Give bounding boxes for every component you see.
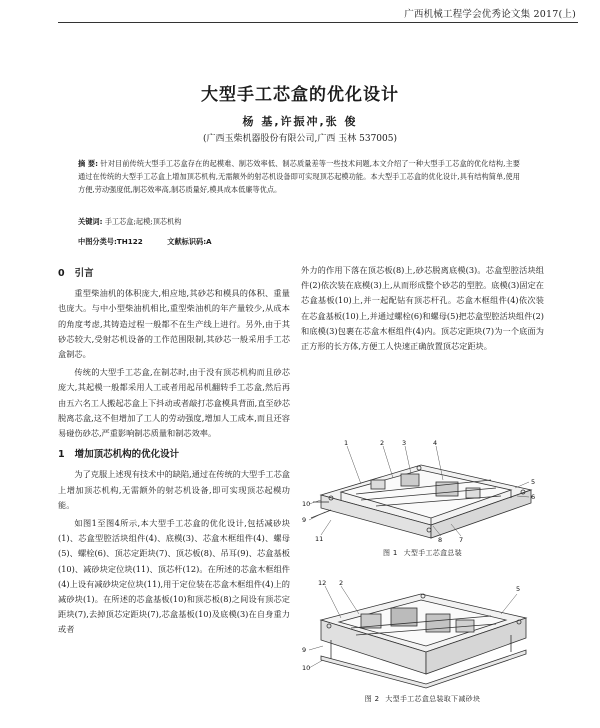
figure-1-callout: 7 xyxy=(459,536,464,542)
paper-title: 大型手工芯盒的优化设计 xyxy=(201,85,399,105)
figure-1-callout: 5 xyxy=(531,478,536,486)
header-rule xyxy=(58,22,578,23)
right-column xyxy=(301,263,544,357)
figure-2 xyxy=(301,580,544,704)
figure-2-callout: 10 xyxy=(302,664,311,672)
figure-1-callout: 9 xyxy=(302,516,307,524)
figure-2-caption xyxy=(301,694,544,704)
figure-2-drawing xyxy=(301,580,544,690)
paragraph: 如图1至图4所示,本大型手工芯盒的优化设计,包括减砂块(1)、芯盒型腔活块组件(4)、底模(3)、芯盒木框组件(4)、螺母(5)、螺栓(6)、顶芯定距块(7)、顶芯板(8)、吊耳(9)、芯盒基板(10)、减砂块定位块(11)、顶芯杆(12)。在所述的芯盒木框组件(4)上设有减砂块定位块(11),用于定位装在芯盒木框组件(4)上的减砂块(1)。在所述的芯盒基板(10)和顶芯板(8)之间设有顶芯定距块(7),去掉顶芯定距块(7),芯盒基板(10)及底模(3)在自身重力或者 xyxy=(58,518,290,635)
keywords-text: 手工芯盒;起模;顶芯机构 xyxy=(104,217,182,226)
paragraph: 传统的大型手工芯盒,在制芯时,由于没有顶芯机构而且砂芯庞大,其起模一般都采用人工或者用起吊机翻转手工芯盒,然后再由五六名工人搬起芯盒上下抖动或者敲打芯盒模具背面,直至砂芯脱离芯盒,这不但增加了工人的劳动强度,增加人工成本,而且还容易碰伤砂芯,严重影响制芯质量和制芯效率。 xyxy=(58,367,290,439)
figure-1-caption xyxy=(301,548,544,558)
section-number: 1 xyxy=(58,449,65,461)
left-column xyxy=(58,263,290,641)
figure-2-callout: 12 xyxy=(318,580,327,587)
figure-2-callout: 9 xyxy=(302,646,307,654)
authors: 杨 基,许振冲,张 俊 xyxy=(242,115,358,128)
figure-1-callout: 10 xyxy=(302,500,311,508)
caption-text: 大型手工芯盒总装取下减砂块 xyxy=(385,695,481,703)
figure-1-callout: 11 xyxy=(315,535,324,542)
figure-2-callout: 2 xyxy=(339,580,344,587)
section-heading-intro xyxy=(58,266,290,281)
caption-text: 大型手工芯盒总装 xyxy=(403,549,462,557)
paragraph: 外力的作用下落在顶芯板(8)上,砂芯脱离底模(3)。芯盒型腔活块组件(2)依次装在底模(3)上,从而形成整个砂芯的型腔。底模(3)固定在芯盒基板(10)上,并一起配钻有顶芯杆孔。芯盒木框组件(4)依次装在芯盒基板(10)上,并通过螺栓(6)和螺母(5)把芯盒型腔活块组件(2)和底模(3)包裹在芯盒木框组件(4)内。顶芯定距块(7)为一个底面为正方形的长方体,方便工人快速正确放置顶芯定距块。 xyxy=(301,265,544,352)
keywords-label: 关键词: xyxy=(78,217,103,226)
figure-1 xyxy=(301,440,544,558)
figure-1-callout: 8 xyxy=(438,536,443,542)
running-head: 广西机械工程学会优秀论文集 2017(上) xyxy=(404,9,576,20)
figure-1-callout: 3 xyxy=(402,440,407,447)
paragraph: 重型柴油机的体积庞大,相应地,其砂芯和模具的体积、重量也庞大。与中小型柴油机相比,重型柴油机的年产量较少,从成本的角度考虑,其铸造过程一般都不在生产线上进行。另外,由于其砂芯较大,受射芯机设备的工作范围限制,其砂芯一般采用手工芯盒制芯。 xyxy=(58,288,290,360)
clc-number: 中图分类号:TH122 xyxy=(78,237,143,246)
classification-meta xyxy=(78,237,234,247)
figure-1-drawing xyxy=(301,440,544,542)
keywords xyxy=(78,217,520,227)
figure-1-callout: 1 xyxy=(344,440,349,447)
figure-1-callout: 2 xyxy=(380,440,385,447)
figure-1-callout: 4 xyxy=(433,440,438,447)
figure-1-callout: 6 xyxy=(531,493,536,501)
paragraph: 为了克服上述现有技术中的缺陷,通过在传统的大型手工芯盒上增加顶芯机构,无需额外的射芯机设备,即可实现顶芯起模功能。 xyxy=(58,469,290,510)
section-title: 引言 xyxy=(74,268,94,279)
section-number: 0 xyxy=(58,268,65,279)
document-code: 文献标识码:A xyxy=(167,237,212,246)
caption-number: 图 1 xyxy=(383,549,398,557)
abstract-label: 摘 要: xyxy=(78,159,99,168)
abstract xyxy=(78,157,520,196)
figure-2-callout: 5 xyxy=(516,585,521,593)
caption-number: 图 2 xyxy=(364,695,380,703)
section-heading-design xyxy=(58,447,290,462)
abstract-text: 针对目前传统大型手工芯盒存在的起模难、制芯效率低、制芯质量差等一些技术问题,本文介绍了一种大型手工芯盒的优化结构,主要通过在传统的大型手工芯盒上增加顶芯机构,无需额外的射芯机设备即可实现顶芯起模功能。本大型手工芯盒的优化设计,具有结构简单,使用方便,劳动强度低,制芯效率高,制芯质量好,模具成本低廉等优点。 xyxy=(78,159,520,194)
section-title: 增加顶芯机构的优化设计 xyxy=(74,449,180,461)
affiliation: (广西玉柴机器股份有限公司,广西 玉林 537005) xyxy=(203,134,397,144)
